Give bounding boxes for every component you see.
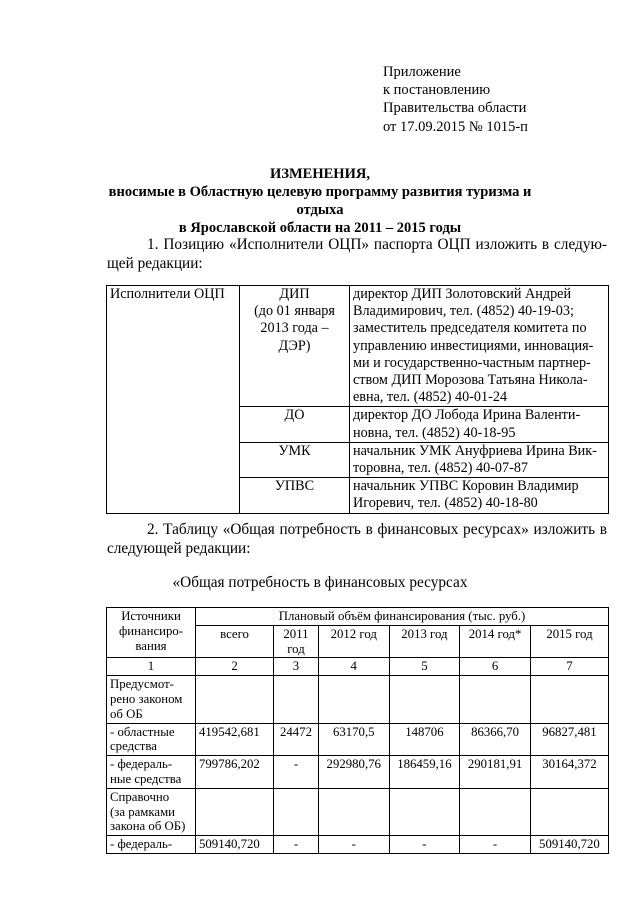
row-label [107,756,196,789]
value-cell: - [389,836,460,854]
value-cell [530,788,608,835]
contact-line: Игоревич, тел. (4852) 40-18-80 [353,495,538,512]
table-header-row [107,608,609,626]
label-line: - областные [110,724,175,739]
table-row [107,756,609,789]
paragraph-1 [107,236,607,273]
appendix-line: от 17.09.2015 № 1015-п [383,118,528,135]
appendix-line: Правительства области [383,100,527,117]
contact-line: управлению инвестициями, инновация- [353,337,594,354]
header-line: 2011 [283,626,309,641]
document-heading [90,165,550,237]
value-cell: - [274,756,319,789]
value-cell: - [460,836,531,854]
label-line: об ОБ [110,706,143,721]
table-row [107,723,609,756]
label-line: ные средства [110,771,182,786]
contact-line: ми и государственно-частным партнер- [353,354,591,371]
value-cell [460,788,531,835]
value-cell [389,788,460,835]
appendix-line: к постановлению [383,82,491,99]
value-cell [196,788,274,835]
value-cell: - [318,836,389,854]
contact-cell [350,286,609,407]
executors-table [106,285,609,514]
label-line: рено законом [110,691,183,706]
column-header [389,625,460,658]
value-cell: 24472 [274,723,319,756]
value-cell: 290181,91 [460,756,531,789]
column-number: 7 [530,658,608,676]
value-cell: 509140,720 [530,836,608,854]
label-line: Справочно [110,789,170,804]
value-cell [318,788,389,835]
column-header [196,625,274,658]
executors-label: Исполнители ОЦП [110,286,225,302]
value-cell: 419542,681 [196,723,274,756]
header-line: 2014 год* [468,626,522,641]
column-number-row [107,658,609,676]
table-row [107,286,609,407]
contact-line: новна, тел. (4852) 40-18-95 [353,424,516,441]
heading-title: ИЗМЕНЕНИЯ, [270,166,370,182]
column-number: 6 [460,658,531,676]
header-line: год [287,641,305,656]
org-line: 2013 года – [260,320,329,337]
value-cell: - [274,836,319,854]
header-line: всего [220,626,249,641]
financing-table [106,607,609,854]
org-line: ДИП [279,286,310,302]
org-line: УПВС [274,478,315,495]
header-line: Источники [121,609,181,623]
row-label [107,836,196,854]
header-line: 2015 год [546,626,593,641]
contact-line: Владимирович, тел. (4852) 40-19-03; [353,303,574,320]
org-cell [240,478,350,513]
planned-header-cell [196,608,609,626]
row-label [107,788,196,835]
value-cell: 30164,372 [530,756,608,789]
column-header [274,625,319,658]
label-line: - федераль- [110,757,173,772]
value-cell: 799786,202 [196,756,274,789]
contact-line: директор ДИП Золотовский Андрей [353,286,572,302]
org-line: (до 01 января [254,303,335,320]
table-row [107,836,609,854]
appendix-note [383,63,528,136]
executors-label-cell [107,286,240,514]
value-cell: 509140,720 [196,836,274,854]
header-line: вания [135,638,167,653]
paragraph-line: 1. Позицию «Исполнители ОЦП» паспорта ОЦП изложить в следую- [147,236,607,253]
column-header [318,625,389,658]
value-cell [274,788,319,835]
org-cell [240,442,350,477]
paragraph-line: 2. Таблицу «Общая потребность в финансовых ресурсах» изложить в [147,521,607,538]
planned-header: Плановый объём финансирования (тыс. руб.) [278,609,526,623]
column-number: 5 [389,658,460,676]
column-number: 3 [274,658,319,676]
value-cell [389,676,460,723]
contact-line: ством ДИП Морозова Татьяна Никола- [353,372,588,389]
value-cell: 292980,76 [318,756,389,789]
table-row [107,788,609,835]
label-line: средства [110,739,157,754]
value-cell: 186459,16 [389,756,460,789]
column-number: 1 [107,658,196,676]
value-cell: 63170,5 [318,723,389,756]
contact-line: евна, тел. (4852) 40-01-24 [353,389,508,406]
value-cell: 96827,481 [530,723,608,756]
label-line: закона об ОБ) [110,819,186,834]
column-header [530,625,608,658]
column-number: 4 [318,658,389,676]
org-cell [240,286,350,407]
contact-line: торовна, тел. (4852) 40-07-87 [353,460,529,477]
table-row [107,676,609,723]
header-line: 2012 год [330,626,377,641]
value-cell [318,676,389,723]
value-cell [274,676,319,723]
contact-line: начальник УПВС Коровин Владимир [353,478,579,495]
value-cell [460,676,531,723]
contact-cell [350,442,609,477]
header-line: финансиро- [118,623,184,638]
org-line: ДЭР) [278,337,311,354]
org-cell [240,407,350,442]
contact-line: заместитель председателя комитета по [353,320,587,337]
row-label [107,676,196,723]
column-number: 2 [196,658,274,676]
paragraph-line: следующей редакции: [107,539,251,557]
heading-subtitle-line: вносимые в Областную целевую программу развития туризма и отдыха [108,184,532,218]
row-label [107,723,196,756]
paragraph-line: щей редакции: [107,254,203,272]
header-line: 2013 год [401,626,448,641]
value-cell [196,676,274,723]
contact-line: директор ДО Лобода Ирина Валенти- [353,407,581,424]
value-cell: 148706 [389,723,460,756]
contact-cell [350,407,609,442]
table-caption: «Общая потребность в финансовых ресурсах [172,574,468,591]
contact-cell [350,478,609,513]
value-cell: 86366,70 [460,723,531,756]
org-line: УМК [278,442,311,459]
org-line: ДО [284,407,305,424]
appendix-line: Приложение [383,64,461,80]
label-line: Предусмот- [110,677,174,692]
column-header [460,625,531,658]
contact-line: начальник УМК Ануфриева Ирина Вик- [353,442,597,459]
paragraph-2 [107,521,607,558]
heading-subtitle-line: в Ярославской области на 2011 – 2015 годы [178,220,462,236]
label-line: (за рамками [110,804,176,819]
value-cell [530,676,608,723]
label-line: - федераль- [110,837,173,852]
source-header-cell [107,608,196,658]
